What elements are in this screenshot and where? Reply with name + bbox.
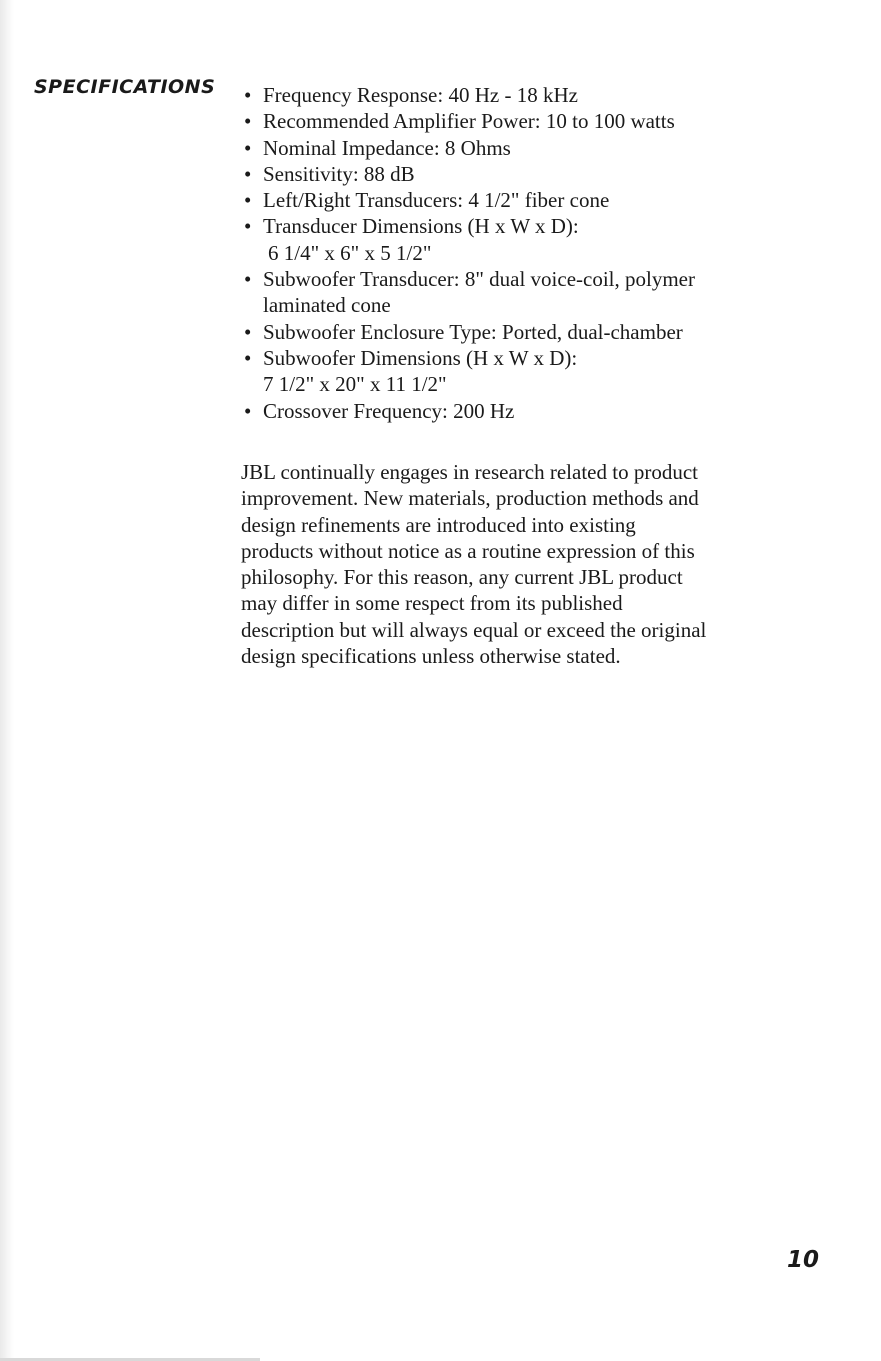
paragraph-line: may differ in some respect from its published (241, 591, 623, 616)
spec-item-subwoofer-dimensions (244, 345, 804, 398)
spec-line: Left/Right Transducers: 4 1/2" fiber cone (263, 188, 610, 213)
section-heading: SPECIFICATIONS (34, 76, 216, 98)
spec-line: Recommended Amplifier Power: 10 to 100 watts (263, 109, 675, 134)
paragraph-line: design refinements are introduced into existing (241, 512, 636, 537)
spec-line-continuation: laminated cone (263, 293, 391, 318)
product-improvement-paragraph (241, 459, 781, 669)
bullet-icon: • (244, 109, 252, 134)
bullet-icon: • (244, 214, 252, 239)
paragraph-line: JBL continually engages in research related to product (241, 460, 698, 484)
spec-item-crossover-frequency (244, 398, 804, 424)
spec-line-continuation: 7 1/2" x 20" x 11 1/2" (263, 372, 447, 397)
paragraph-line: description but will always equal or exceed the original (241, 617, 707, 642)
bullet-icon: • (244, 319, 252, 344)
bullet-icon: • (244, 267, 252, 292)
bullet-icon: • (244, 83, 252, 107)
paragraph-line: products without notice as a routine expression of this (241, 538, 695, 563)
specifications-list (244, 82, 804, 424)
spec-line-continuation: 6 1/4" x 6" x 5 1/2" (268, 240, 432, 265)
spec-line: Subwoofer Transducer: 8" dual voice-coil, polymer (263, 267, 695, 292)
spec-item-transducer-dimensions (244, 213, 804, 266)
spec-item-sensitivity (244, 161, 804, 187)
bullet-icon: • (244, 161, 252, 186)
spec-line: Subwoofer Dimensions (H x W x D): (263, 345, 578, 370)
spec-line: Sensitivity: 88 dB (263, 161, 415, 186)
paragraph-line: improvement. New materials, production methods and (241, 486, 699, 511)
spec-line: Subwoofer Enclosure Type: Ported, dual-chamber (263, 319, 683, 344)
spec-item-enclosure-type (244, 319, 804, 345)
spec-item-frequency-response (244, 82, 804, 108)
paragraph-line: philosophy. For this reason, any current JBL product (241, 565, 683, 590)
bullet-icon: • (244, 135, 252, 160)
spec-line: Crossover Frequency: 200 Hz (263, 398, 515, 423)
spec-line: Nominal Impedance: 8 Ohms (263, 135, 511, 160)
spec-item-subwoofer-transducer (244, 266, 804, 319)
scan-edge-shadow (0, 0, 14, 1361)
bullet-icon: • (244, 398, 252, 423)
spec-item-lr-transducers (244, 187, 804, 213)
spec-item-impedance (244, 135, 804, 161)
spec-line: Transducer Dimensions (H x W x D): (263, 214, 579, 239)
bullet-icon: • (244, 345, 252, 370)
bullet-icon: • (244, 188, 252, 213)
paragraph-line: design specifications unless otherwise stated. (241, 644, 621, 669)
page-number: 10 (787, 1247, 820, 1273)
spec-line: Frequency Response: 40 Hz - 18 kHz (263, 83, 578, 107)
spec-item-amplifier-power (244, 108, 804, 134)
